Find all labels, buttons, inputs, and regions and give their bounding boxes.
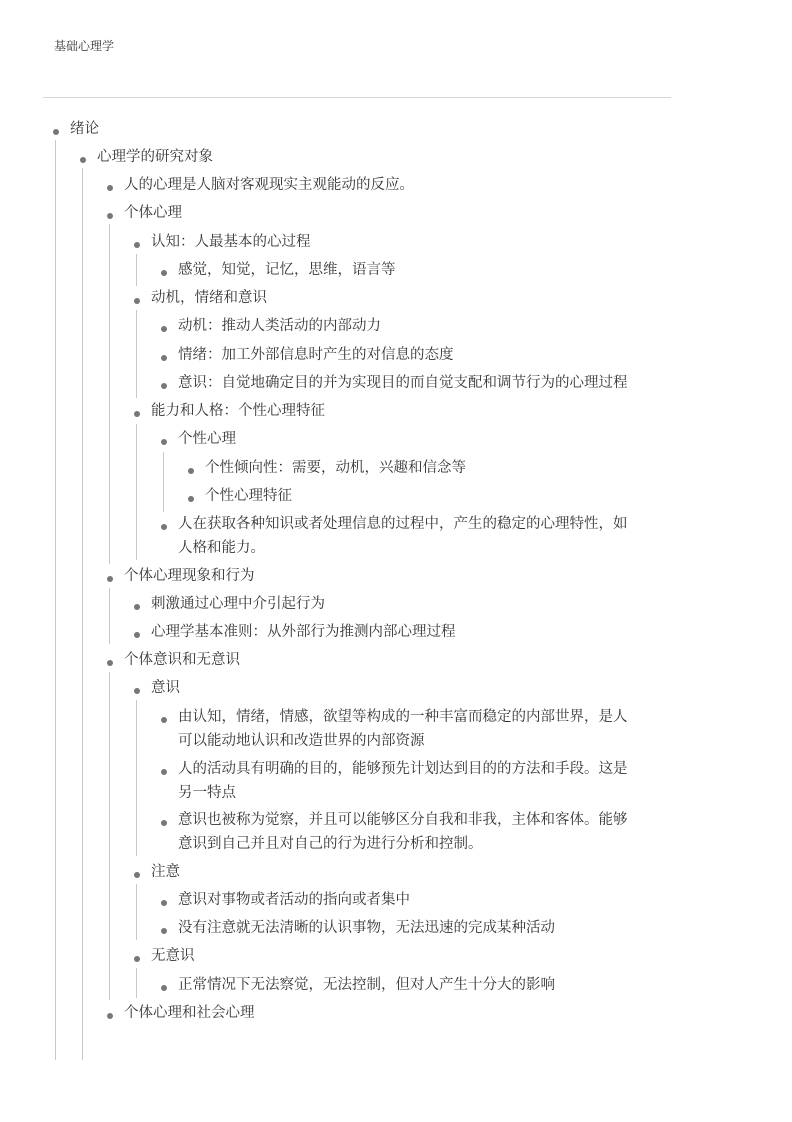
bullet-icon [161,439,167,445]
outline-item-text: 意识 [151,680,180,696]
outline-item-text: 没有注意就无法清晰的认识事物，无法迅速的完成某种活动 [178,920,555,936]
tree-guide-line [109,588,110,644]
outline-item-text: 刺激通过心理中介引起行为 [151,596,325,612]
outline-item[interactable] [151,592,325,616]
bullet-icon [134,604,140,610]
outline-item-text: 个体心理现象和行为 [124,568,255,584]
bullet-icon [161,326,167,332]
outline-item[interactable] [124,1001,255,1025]
outline-item[interactable] [151,230,311,254]
outline-item-text: 由认知，情绪，情感，欲望等构成的一种丰富而稳定的内部世界，是人 [178,709,628,725]
outline-item-text: 能力和人格：个性心理特征 [151,403,325,419]
outline-item-text: 正常情况下无法察觉，无法控制，但对人产生十分大的影响 [178,977,555,993]
bullet-icon [53,129,59,135]
tree-guide-line [55,140,56,1060]
outline-item[interactable] [151,860,180,884]
outline-item[interactable] [178,757,628,805]
outline-item-text: 动机，情绪和意识 [151,290,267,306]
bullet-icon [134,688,140,694]
bullet-icon [134,956,140,962]
document-title: 基础心理学 [54,39,115,53]
outline-item-text: 意识：自觉地确定目的并为实现目的而自觉支配和调节行为的心理过程 [178,375,628,391]
bullet-icon [161,524,167,530]
outline-item[interactable] [151,944,195,968]
outline-item[interactable] [124,201,182,225]
bullet-icon [107,576,113,582]
outline-item[interactable] [151,676,180,700]
outline-item[interactable] [178,371,628,395]
bullet-icon [161,355,167,361]
outline-item-text: 情绪：加工外部信息时产生的对信息的态度 [178,347,454,363]
outline-item[interactable] [178,973,555,997]
outline-item-text: 个性倾向性：需要，动机，兴趣和信念等 [205,460,466,476]
bullet-icon [134,872,140,878]
outline-item[interactable] [178,512,628,560]
outline-item-text: 心理学的研究对象 [97,149,213,165]
bullet-icon [161,820,167,826]
outline-item-text: 个体心理和社会心理 [124,1005,255,1021]
bullet-icon [161,383,167,389]
header-divider [43,97,671,98]
outline-item[interactable] [151,286,267,310]
outline-item-text: 意识也被称为觉察，并且可以能够区分自我和非我，主体和客体。能够 [178,812,628,828]
tree-guide-line [109,672,110,1000]
bullet-icon [107,213,113,219]
tree-guide-line [136,700,137,856]
bullet-icon [188,496,194,502]
bullet-icon [134,298,140,304]
bullet-icon [107,185,113,191]
outline-item-text: 意识对事物或者活动的指向或者集中 [178,892,410,908]
outline-item[interactable] [178,343,454,367]
bullet-icon [188,468,194,474]
outline-item-text: 无意识 [151,948,195,964]
bullet-icon [161,985,167,991]
bullet-icon [80,157,86,163]
outline-item-text-continued: 另一特点 [178,785,236,801]
bullet-icon [134,632,140,638]
outline-item-text: 绪论 [70,121,99,137]
tree-guide-line [136,254,137,286]
outline-item-text: 人的活动具有明确的目的，能够预先计划达到目的的方法和手段。这是 [178,761,628,777]
outline-item[interactable] [178,258,396,282]
bullet-icon [134,242,140,248]
outline-item[interactable] [151,620,456,644]
outline-item-text: 个体心理 [124,205,182,221]
tree-guide-line [82,168,83,1060]
outline-item-text: 心理学基本准则：从外部行为推测内部心理过程 [151,624,456,640]
bullet-icon [161,270,167,276]
outline-item-text: 感觉，知觉，记忆，思维，语言等 [178,262,396,278]
bullet-icon [161,928,167,934]
bullet-icon [161,717,167,723]
outline-item[interactable] [151,399,325,423]
outline-item-text: 个性心理特征 [205,488,292,504]
outline-item-text-continued: 人格和能力。 [178,540,265,556]
outline-item[interactable] [178,705,628,753]
outline-item[interactable] [178,427,236,451]
bullet-icon [107,1013,113,1019]
outline-item[interactable] [205,484,292,508]
bullet-icon [161,769,167,775]
outline-item-text: 个性心理 [178,431,236,447]
tree-guide-line [163,452,164,512]
outline-item[interactable] [205,456,466,480]
outline-item-text-continued: 意识到自己并且对自己的行为进行分析和控制。 [178,836,483,852]
outline-item-text: 个体意识和无意识 [124,652,240,668]
bullet-icon [134,411,140,417]
outline-item[interactable] [178,808,628,856]
outline-item-text: 认知：人最基本的心过程 [151,234,311,250]
outline-item[interactable] [178,888,410,912]
outline-item[interactable] [124,648,240,672]
outline-item-text: 人在获取各种知识或者处理信息的过程中，产生的稳定的心理特性，如 [178,516,628,532]
outline-item-text: 动机：推动人类活动的内部动力 [178,318,381,334]
outline-item-text: 注意 [151,864,180,880]
outline-item[interactable] [70,117,99,141]
tree-guide-line [136,310,137,398]
outline-item[interactable] [124,173,414,197]
outline-item[interactable] [178,314,381,338]
tree-guide-line [136,968,137,998]
bullet-icon [107,660,113,666]
bullet-icon [161,900,167,906]
tree-guide-line [136,424,137,560]
outline-item[interactable] [178,916,555,940]
tree-guide-line [109,224,110,564]
outline-item-text-continued: 可以能动地认识和改造世界的内部资源 [178,733,425,749]
outline-item-text: 人的心理是人脑对客观现实主观能动的反应。 [124,177,414,193]
tree-guide-line [136,884,137,940]
outline-item[interactable] [97,145,213,169]
outline-item[interactable] [124,564,255,588]
